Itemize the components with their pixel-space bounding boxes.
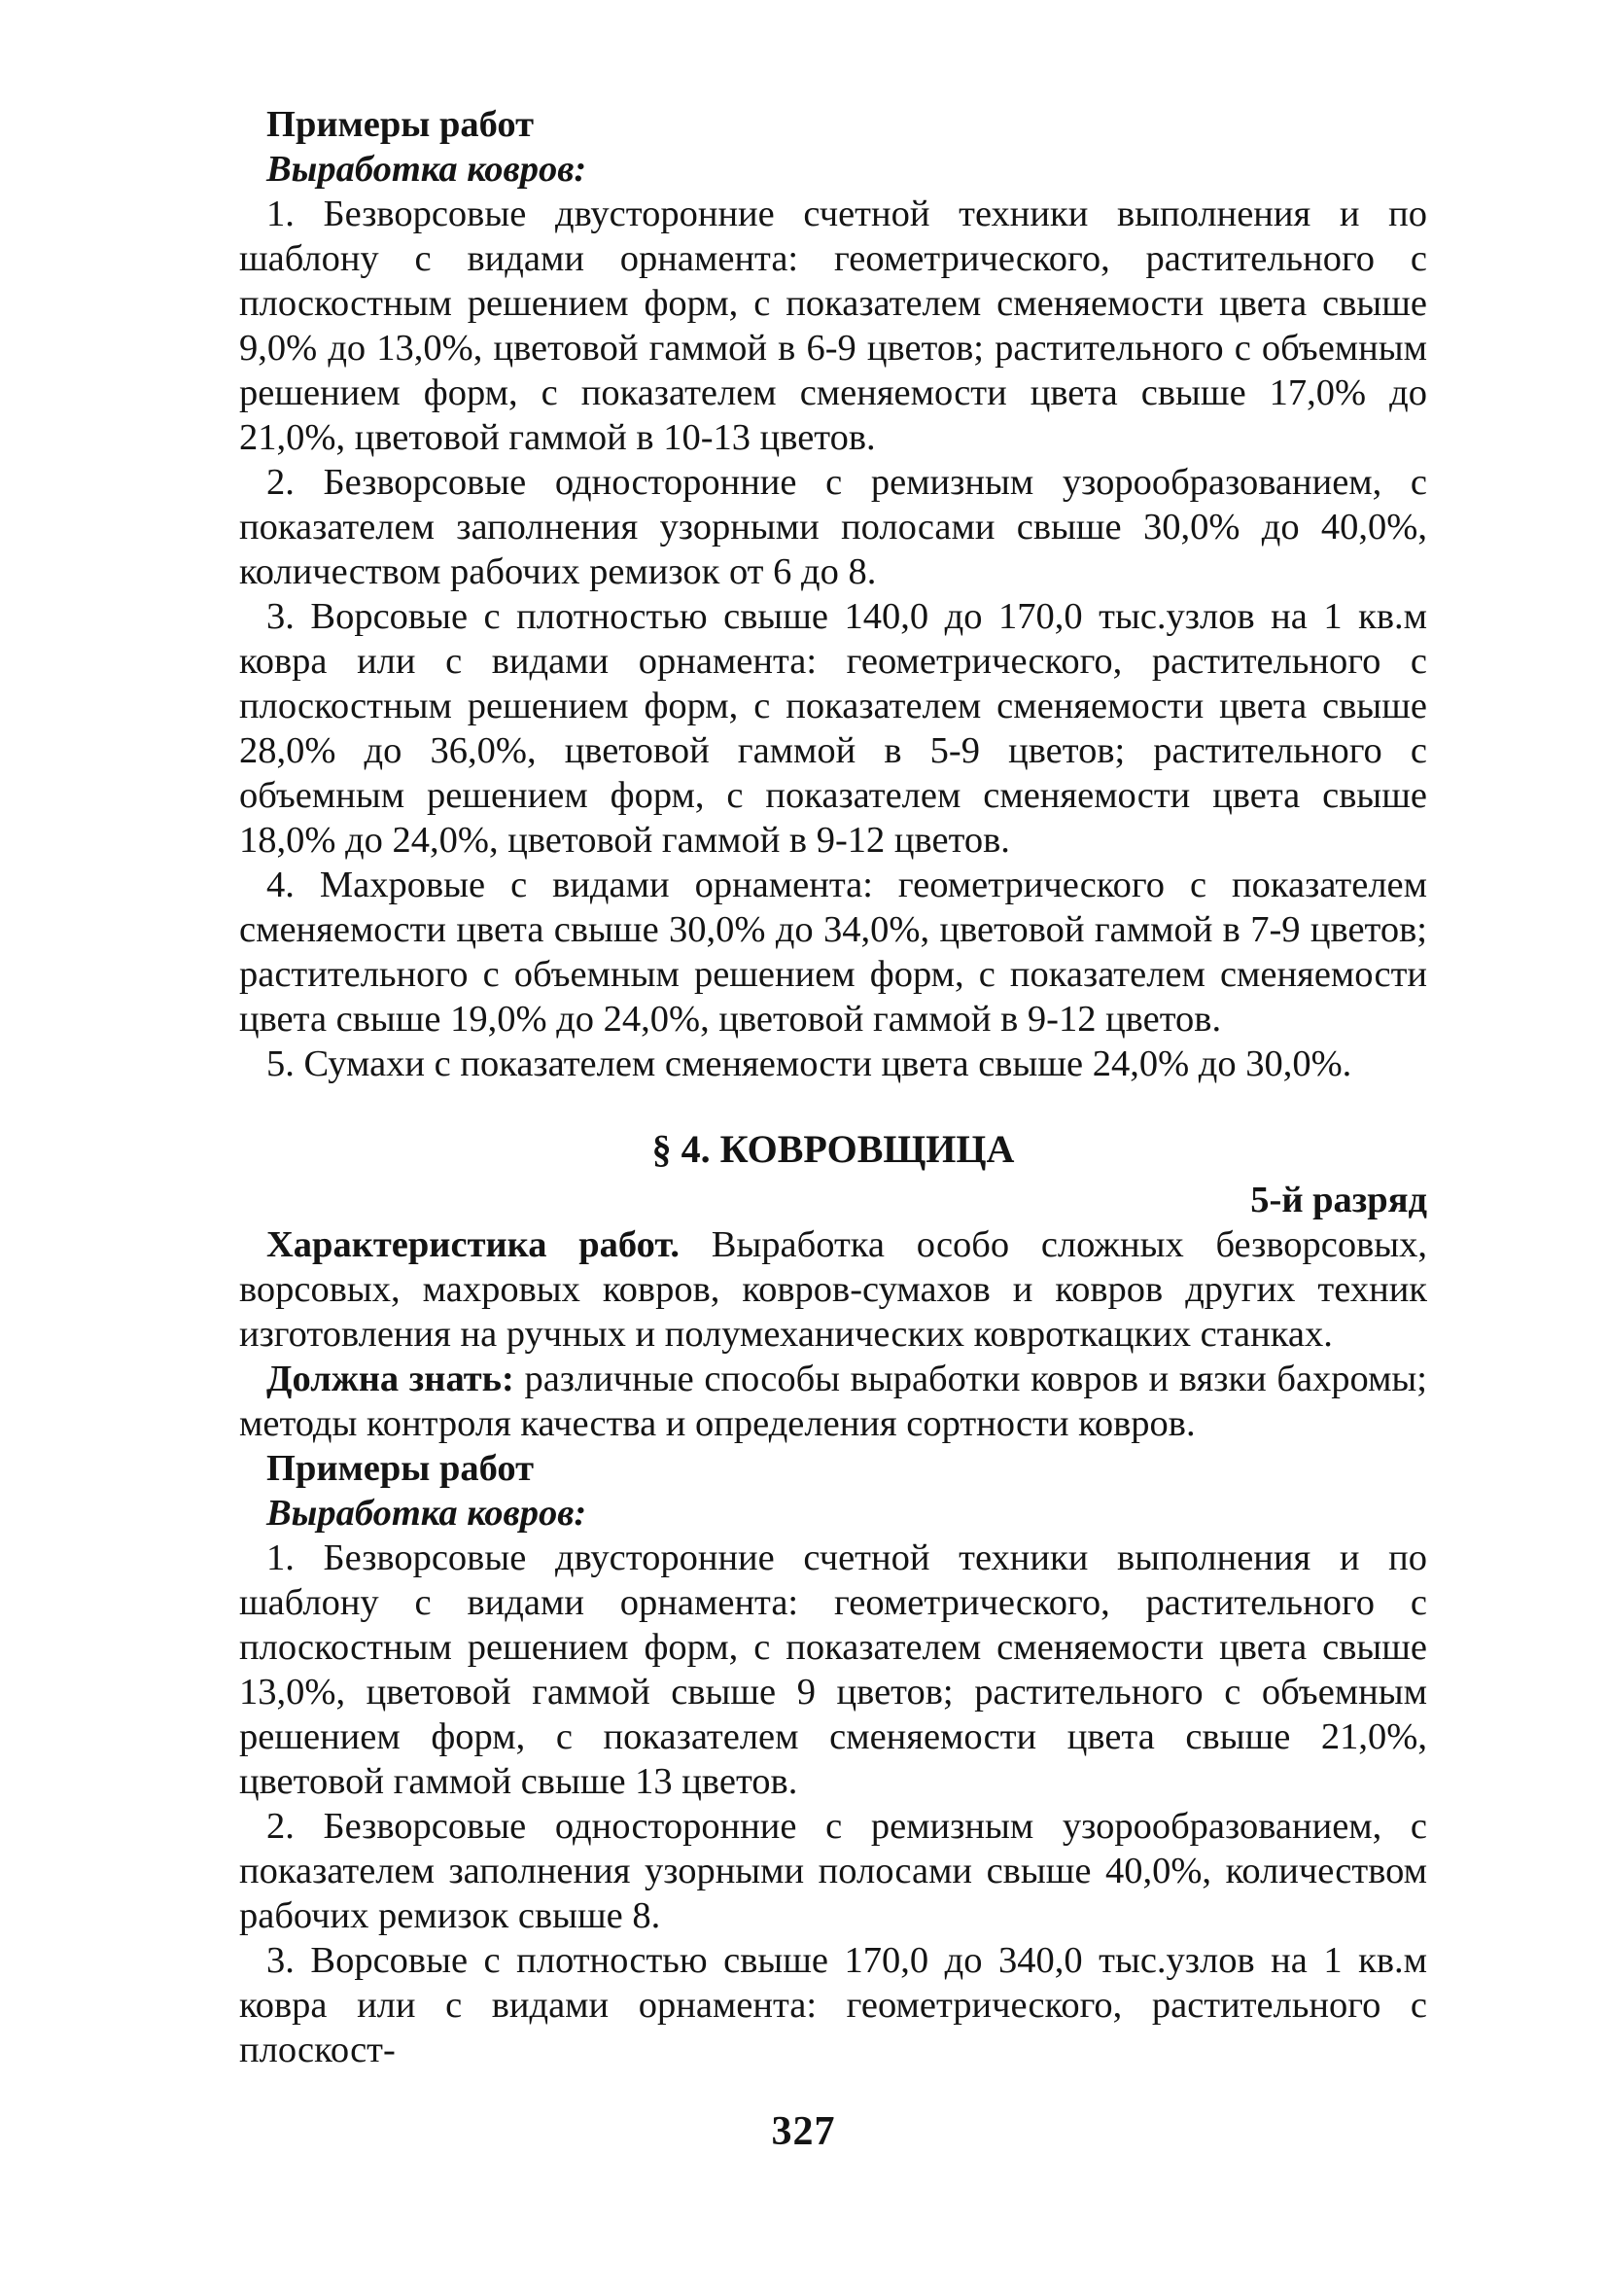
- list-item: 3. Ворсовые с плотностью свыше 140,0 до 170,0 тыс.узлов на 1 кв.м ковра или с видами орнамента: геометрического, растительного с плоскостным решением форм, с показателем сменяемости цвета свыше 28,0% до 36,0%, цветовой гаммой в 5-9 цветов; растительного с объемным решением форм, с показателем сменяемости цвета свыше 18,0% до 24,0%, цветовой гаммой в 9-12 цветов.: [239, 596, 1427, 861]
- rank-label: 5-й разряд: [1250, 1180, 1427, 1220]
- examples-subheading: Выработка ковров:: [266, 1493, 587, 1534]
- list-item: 2. Безворсовые односторонние с ремизным узорообразованием, с показателем заполнения узорными полосами свыше 30,0% до 40,0%, количеством рабочих ремизок от 6 до 8.: [239, 462, 1427, 592]
- section-title: § 4. КОВРОВЩИЦА: [651, 1127, 1015, 1171]
- page-text: [239, 102, 1427, 2072]
- examples-heading: Примеры работ: [266, 104, 535, 145]
- list-item: 4. Махровые с видами орнамента: геометрического с показателем сменяемости цвета свыше 30,0% до 34,0%, цветовой гаммой в 7-9 цветов; растительного с объемным решением форм, с показателем сменяемости цвета свыше 19,0% до 24,0%, цветовой гаммой в 9-12 цветов.: [239, 865, 1427, 1040]
- examples-subheading: Выработка ковров:: [266, 149, 587, 190]
- list-item: 1. Безворсовые двусторонние счетной техники выполнения и по шаблону с видами орнамента: геометрического, растительного с плоскостным решением форм, с показателем сменяемости цвета свыше 13,0%, цветовой гаммой свыше 9 цветов; растительного с объемным решением форм, с показателем сменяемости цвета свыше 21,0%, цветовой гаммой свыше 13 цветов.: [239, 1537, 1427, 1802]
- page-number: 327: [771, 2109, 836, 2154]
- examples-heading: Примеры работ: [266, 1448, 535, 1489]
- must-know-text: различные способы выработки ковров и вязки бахромы; методы контроля качества и определения сортности ковров.: [239, 1359, 1427, 1444]
- must-know-paragraph: [239, 1357, 1427, 1446]
- must-know-label: Должна знать:: [266, 1359, 514, 1399]
- list-item: 1. Безворсовые двусторонние счетной техники выполнения и по шаблону с видами орнамента: геометрического, растительного с плоскостным решением форм, с показателем сменяемости цвета свыше 9,0% до 13,0%, цветовой гаммой в 6-9 цветов; растительного с объемным решением форм, с показателем сменяемости цвета свыше 17,0% до 21,0%, цветовой гаммой в 10-13 цветов.: [239, 194, 1427, 458]
- characteristics-label: Характеристика работ.: [266, 1224, 681, 1265]
- list-item: 2. Безворсовые односторонние с ремизным узорообразованием, с показателем заполнения узорными полосами свыше 40,0%, количеством рабочих ремизок свыше 8.: [239, 1806, 1427, 1936]
- list-item: 3. Ворсовые с плотностью свыше 170,0 до 340,0 тыс.узлов на 1 кв.м ковра или с видами орнамента: геометрического, растительного с плоскост-: [239, 1940, 1427, 2070]
- list-item: 5. Сумахи с показателем сменяемости цвета свыше 24,0% до 30,0%.: [266, 1043, 1352, 1084]
- characteristics-text: Выработка особо сложных безворсовых, ворсовых, махровых ковров, ковров-сумахов и ковров других техник изготовления на ручных и полумеханических ковроткацких станках.: [239, 1224, 1427, 1355]
- characteristics-paragraph: [239, 1222, 1427, 1357]
